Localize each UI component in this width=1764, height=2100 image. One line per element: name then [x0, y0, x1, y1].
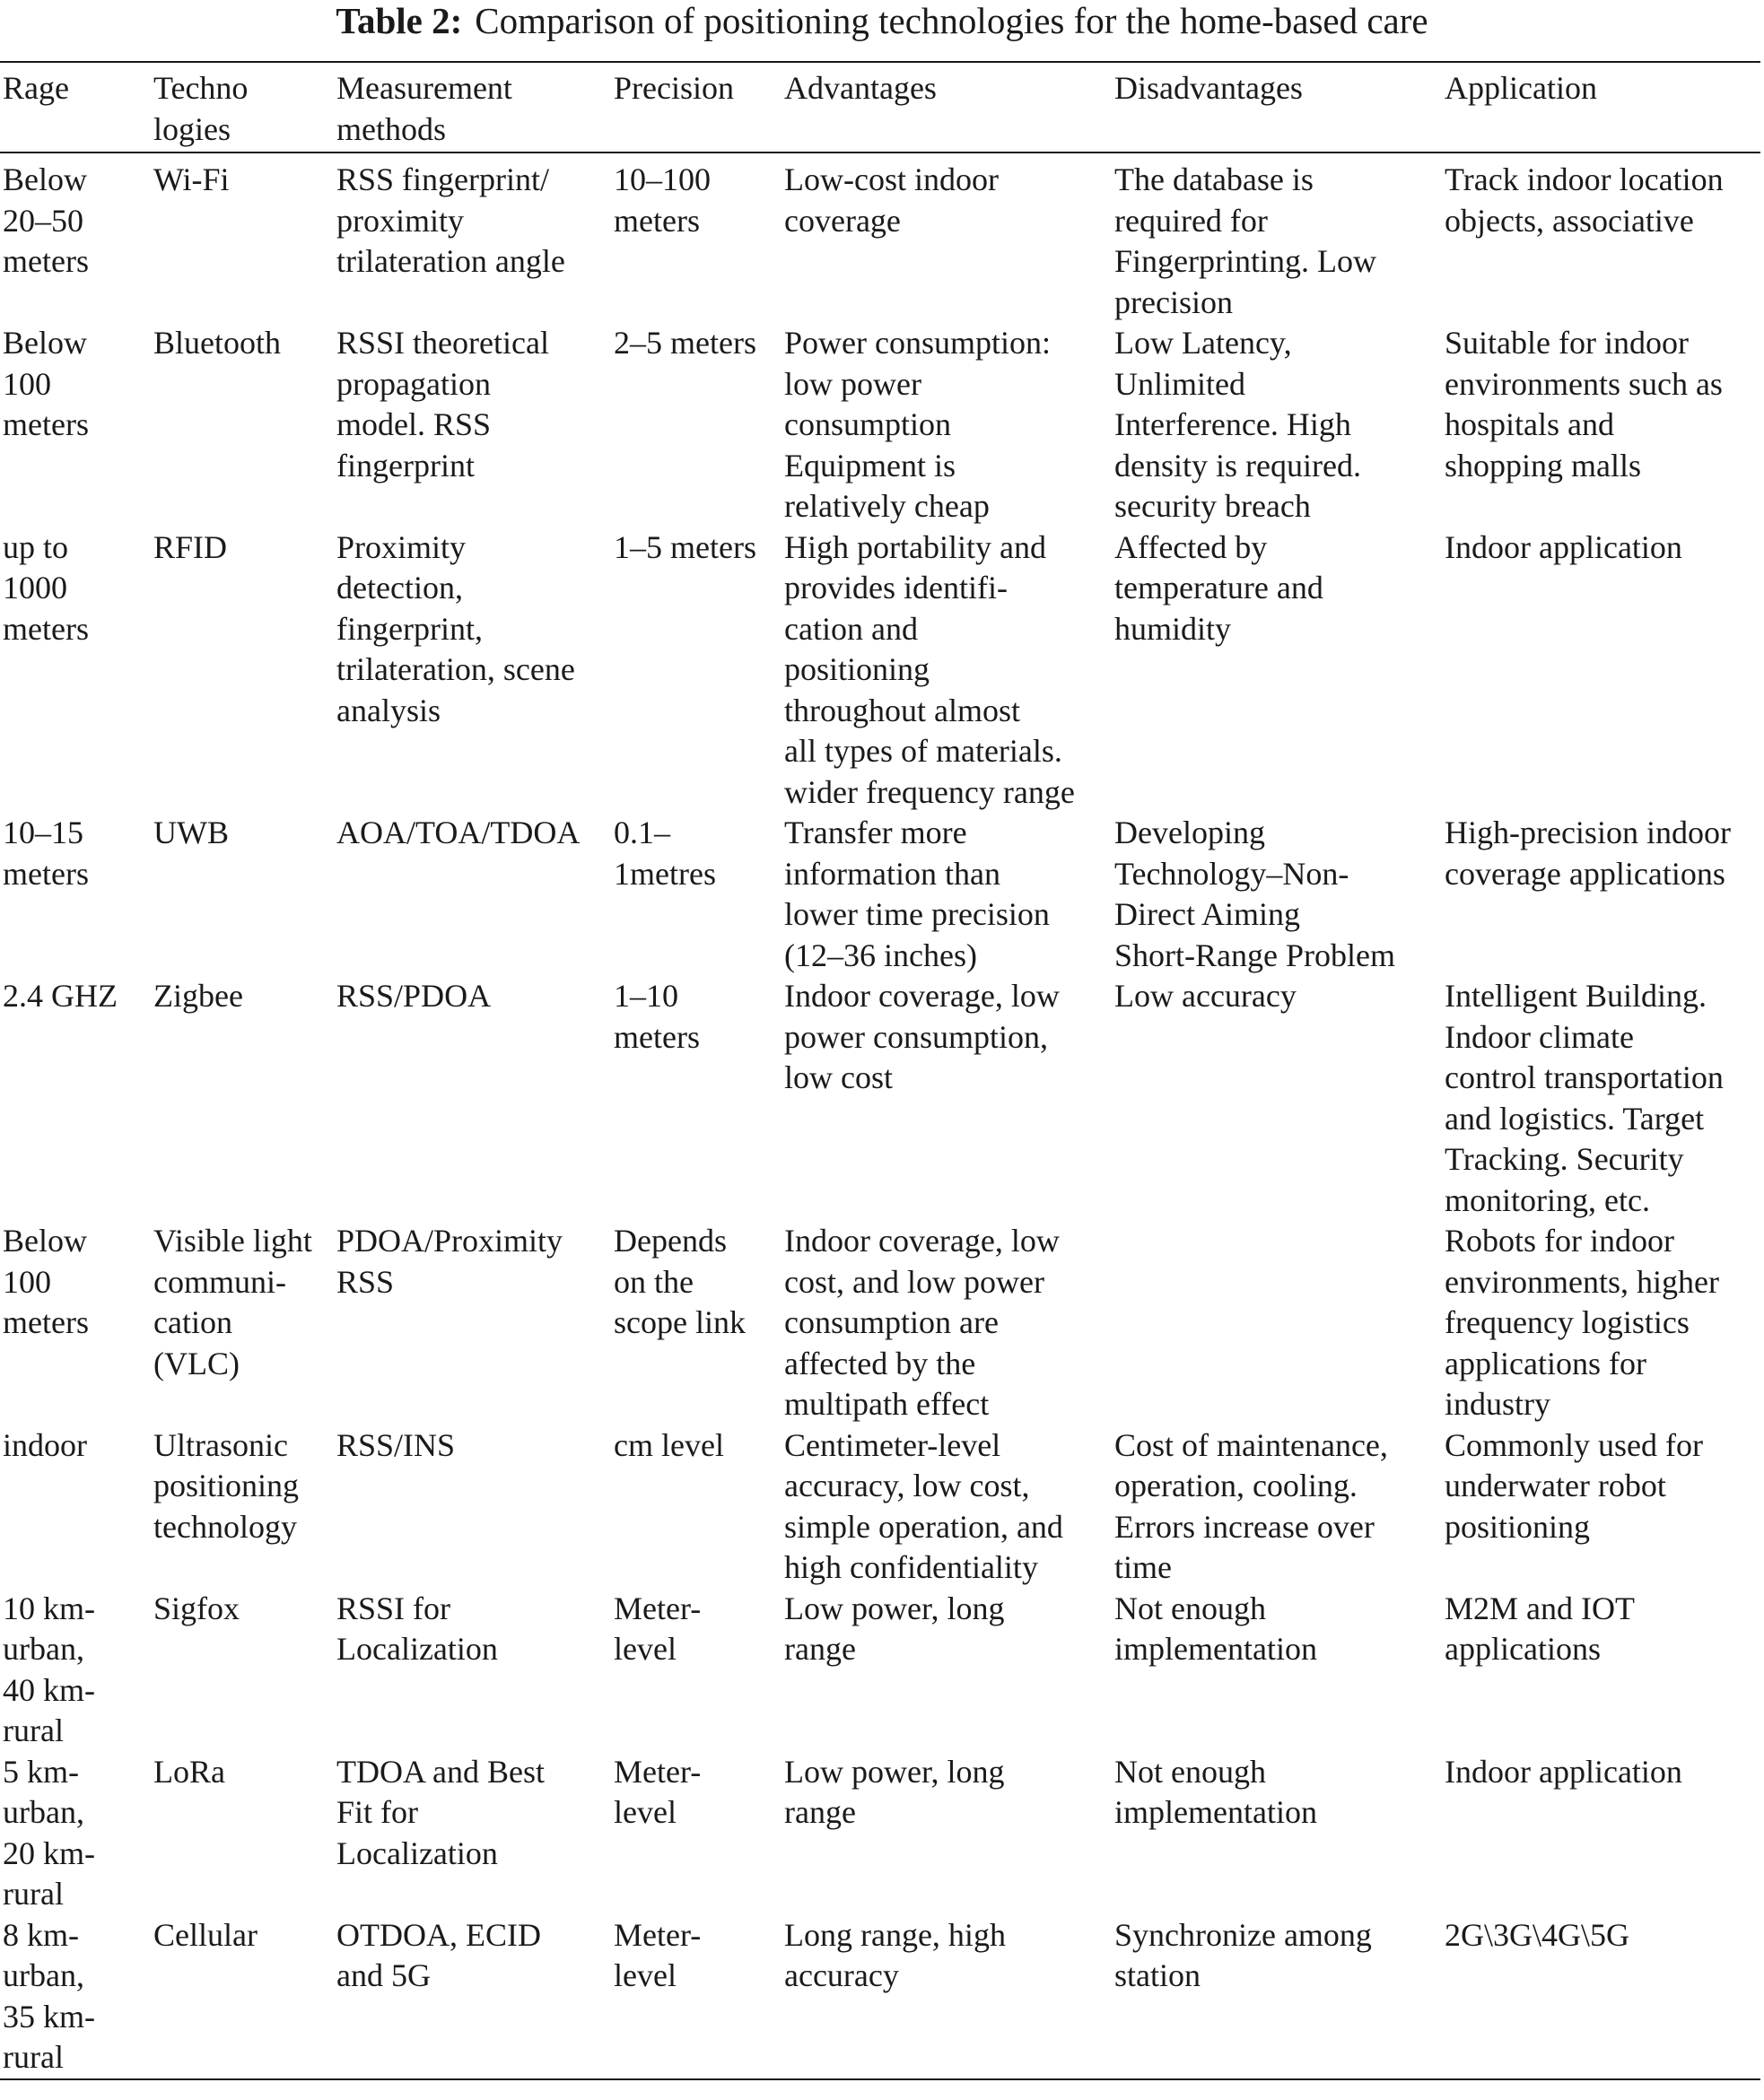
cell-disadvantages: Low Latency, Unlimited Interference. High density is required. security breach: [1114, 325, 1361, 524]
cell-measurement: RSSI for Localization: [336, 1590, 498, 1667]
table-caption-label: Table 2:: [336, 0, 463, 41]
table-row: [0, 1915, 1760, 2079]
cell-precision: Meter- level: [614, 1753, 702, 1830]
cell-disadvantages: Not enough implementation: [1114, 1753, 1317, 1830]
cell-precision: 1–10 meters: [614, 978, 700, 1055]
cell-application: Commonly used for underwater robot positioning: [1445, 1426, 1703, 1545]
cell-technology: UWB: [153, 815, 229, 850]
table-row: [0, 976, 1760, 1221]
cell-technology: RFID: [153, 528, 228, 565]
header-disadvantages: Disadvantages: [1114, 70, 1303, 106]
cell-range: 5 km- urban, 20 km- rural: [3, 1753, 95, 1912]
cell-advantages: Centimeter-level accuracy, low cost, simple operation, and high confidentiality: [784, 1426, 1063, 1585]
cell-advantages: Power consumption: low power consumption Equipment is relatively cheap: [784, 325, 1051, 524]
cell-disadvantages: Developing Technology–Non- Direct Aiming Short-Range Problem: [1114, 815, 1395, 973]
cell-precision: 2–5 meters: [614, 325, 756, 361]
cell-disadvantages: Affected by temperature and humidity: [1114, 528, 1323, 647]
cell-precision: cm level: [614, 1426, 724, 1463]
table-row: [0, 527, 1760, 814]
cell-disadvantages: The database is required for Fingerprinting. Low precision: [1114, 161, 1376, 320]
table-header: [0, 62, 1760, 152]
cell-advantages: Indoor coverage, low power consumption, low cost: [784, 978, 1060, 1095]
cell-technology: Cellular: [153, 1916, 258, 1953]
cell-advantages: Low-cost indoor coverage: [784, 161, 999, 239]
cell-range: 8 km- urban, 35 km- rural: [3, 1916, 95, 2075]
cell-technology: LoRa: [153, 1753, 225, 1790]
cell-precision: 1–5 meters: [614, 528, 756, 565]
cell-measurement: TDOA and Best Fit for Localization: [336, 1753, 545, 1871]
cell-precision: Meter- level: [614, 1916, 702, 1993]
cell-technology: Sigfox: [153, 1590, 240, 1626]
cell-range: 2.4 GHZ: [3, 978, 118, 1014]
positioning-technologies-table: [0, 61, 1760, 2080]
cell-application: High-precision indoor coverage applications: [1445, 815, 1731, 892]
cell-measurement: AOA/TOA/TDOA: [336, 815, 581, 850]
cell-advantages: Low power, long range: [784, 1753, 1005, 1830]
table-row: [0, 323, 1760, 527]
header-application: Application: [1445, 70, 1597, 106]
cell-technology: Ultrasonic positioning technology: [153, 1426, 300, 1545]
cell-range: up to 1000 meters: [3, 528, 89, 647]
cell-advantages: Indoor coverage, low cost, and low power consumption are affected by the multipath effect: [784, 1223, 1060, 1422]
header-advantages: Advantages: [784, 70, 937, 106]
cell-disadvantages: Not enough implementation: [1114, 1590, 1317, 1667]
cell-disadvantages: Cost of maintenance, operation, cooling. Errors increase over time: [1114, 1426, 1388, 1585]
cell-application: Indoor application: [1445, 1753, 1682, 1790]
table-row: [0, 1221, 1760, 1425]
cell-technology: Bluetooth: [153, 325, 281, 361]
cell-technology: Visible light communi- cation (VLC): [153, 1223, 312, 1381]
cell-range: Below 100 meters: [3, 325, 89, 442]
cell-application: Robots for indoor environments, higher frequency logistics applications for industry: [1445, 1223, 1719, 1422]
cell-disadvantages: Low accuracy: [1114, 978, 1297, 1014]
cell-measurement: Proximity detection, fingerprint, trilateration, scene analysis: [336, 528, 575, 728]
cell-application: Indoor application: [1445, 528, 1682, 565]
cell-disadvantages: Synchronize among station: [1114, 1916, 1372, 1993]
header-row: [0, 62, 1760, 152]
table-body: [0, 152, 1760, 2079]
cell-range: indoor: [3, 1426, 87, 1463]
cell-technology: Zigbee: [153, 978, 243, 1014]
table-row: [0, 813, 1760, 976]
cell-range: 10–15 meters: [3, 815, 89, 892]
cell-application: 2G\3G\4G\5G: [1445, 1916, 1629, 1953]
cell-advantages: High portability and provides identifi- cation and positioning throughout almost all types of materials. wider frequency range: [784, 528, 1075, 810]
cell-advantages: Transfer more information than lower time precision (12–36 inches): [784, 815, 1050, 973]
table-caption-text: Comparison of positioning technologies for the home-based care: [475, 0, 1428, 41]
cell-application: Suitable for indoor environments such as hospitals and shopping malls: [1445, 325, 1723, 484]
cell-range: 10 km- urban, 40 km- rural: [3, 1590, 95, 1748]
cell-advantages: Low power, long range: [784, 1590, 1005, 1667]
table-row: [0, 1589, 1760, 1752]
header-range: Rage: [3, 70, 69, 106]
table-row: [0, 1752, 1760, 1915]
cell-measurement: OTDOA, ECID and 5G: [336, 1916, 541, 1993]
header-precision: Precision: [614, 70, 734, 106]
cell-precision: Meter- level: [614, 1590, 702, 1667]
cell-precision: Depends on the scope link: [614, 1223, 746, 1340]
cell-measurement: RSS fingerprint/ proximity trilateration angle: [336, 161, 565, 279]
table-caption: [0, 0, 1764, 41]
cell-measurement: RSS/PDOA: [336, 978, 492, 1014]
header-measurement-methods: Measurement methods: [336, 70, 512, 147]
cell-measurement: RSSI theoretical propagation model. RSS fingerprint: [336, 325, 549, 484]
cell-range: Below 100 meters: [3, 1223, 89, 1340]
cell-precision: 0.1– 1metres: [614, 815, 716, 892]
table-row: [0, 152, 1760, 323]
table-row: [0, 1425, 1760, 1589]
cell-range: Below 20–50 meters: [3, 161, 89, 279]
cell-advantages: Long range, high accuracy: [784, 1916, 1006, 1993]
cell-measurement: RSS/INS: [336, 1426, 456, 1463]
cell-application: Intelligent Building. Indoor climate control transportation and logistics. Target Tracking. Security monitoring, etc.: [1445, 978, 1724, 1218]
cell-precision: 10–100 meters: [614, 161, 711, 239]
cell-disadvantages: [1112, 1221, 1442, 1425]
header-technologies: Techno logies: [153, 70, 249, 147]
cell-application: M2M and IOT applications: [1445, 1590, 1635, 1667]
cell-measurement: PDOA/Proximity RSS: [336, 1223, 563, 1300]
cell-application: Track indoor location objects, associative: [1445, 161, 1724, 239]
cell-technology: Wi-Fi: [153, 161, 230, 197]
